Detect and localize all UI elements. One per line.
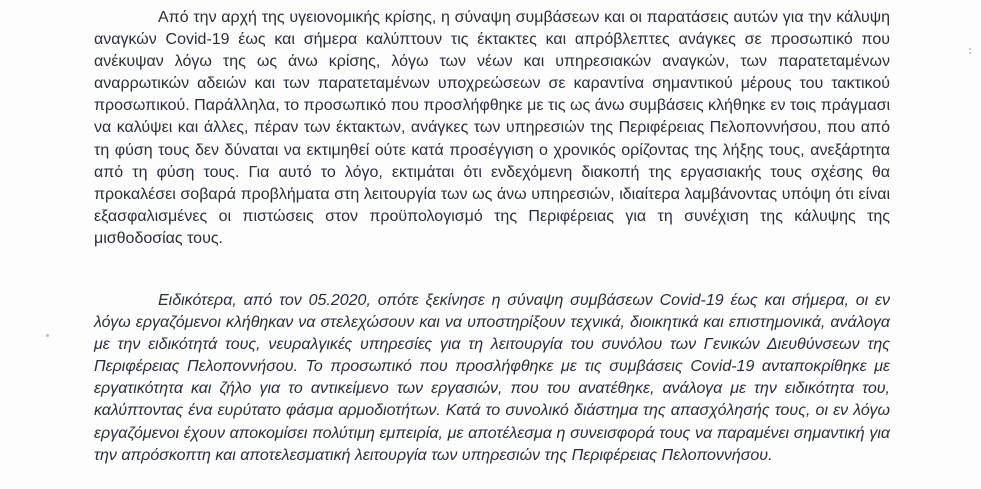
paragraph-covid-contracts-needs: Από την αρχή της υγειονομικής κρίσης, η σύναψη συμβάσεων και οι παρατάσεις αυτών για την κάλυψη αναγκών Covid-19 έως και σήμερα καλύπτουν τις έκτακτες και απρόβλεπτες ανάγκες σε προσωπικό που ανέκυψαν λόγω της ως άνω κρίσης, λόγω των νέων και υπηρεσιακών αναγκών, των παρατεταμένων αναρρωτικών αδειών και των παρατεταμένων υποχρεώσεων σε καραντίνα σημαντικού μέρους του τακτικού προσωπικού. Παράλληλα, το προσωπικό που προσλήφθηκε με τις ως άνω συμβάσεις κλήθηκε εν τοις πράγμασι να καλύψει και άλλες, πέραν των έκτακτων, ανάγκες των υπηρεσιών της Περιφέρειας Πελοποννήσου, που από τη φύση τους δεν δύναται να εκτιμηθεί ούτε κατά προσέγγιση ο χρονικός ορίζοντας της λήξης τους, ανεξάρτητα από τη φύση τους. Για αυτό το λόγο, εκτιμάται ότι ενδεχόμενη διακοπή της εργασιακής τους σχέσης θα προκαλέσει σοβαρά προβλήματα στη λειτουργία των ως άνω υπηρεσιών, ιδιαίτερα λαμβάνοντας υπόψη ότι είναι εξασφαλισμένες οι πιστώσεις στον προϋπολογισμό της Περιφέρειας για τη συνέχιση της κάλυψης της μισθοδοσίας τους. bbox=[94, 9, 890, 247]
paragraph-covid-staff-contribution: Ειδικότερα, από τον 05.2020, οπότε ξεκίνησε η σύναψη συμβάσεων Covid-19 έως και σήμερα, οι εν λόγω εργαζόμενοι κλήθηκαν να στελεχώσουν και να υποστηρίξουν τεχνικά, διοικητικά και επιστημονικά, ανάλογα με την ειδικότητά τους, νευραλγικές υπηρεσίες για τη λειτουργία του συνόλου των Γενικών Διευθύνσεων της Περιφέρειας Πελοποννήσου. Το προσωπικό που προσλήφθηκε με τις συμβάσεις Covid-19 ανταποκρίθηκε με εργατικότητα και ζήλο για το αντικείμενο των εργασιών, που του ανατέθηκε, ανάλογα με την ειδικότητα του, καλύπτοντας ένα ευρύτατο φάσμα αρμοδιοτήτων. Κατά το συνολικό διάστημα της απασχόλησής τους, οι εν λόγω εργαζόμενοι έχουν αποκομίσει πολύτιμη εμπειρία, με αποτέλεσμα η συνεισφορά τους να παραμένει σημαντική για την απρόσκοπτη και αποτελεσματική λειτουργία των υπηρεσιών της Περιφέρειας Πελοποννήσου. bbox=[94, 292, 890, 464]
scan-speck bbox=[969, 52, 971, 54]
scan-speck bbox=[46, 334, 49, 337]
scan-speck bbox=[969, 48, 971, 50]
